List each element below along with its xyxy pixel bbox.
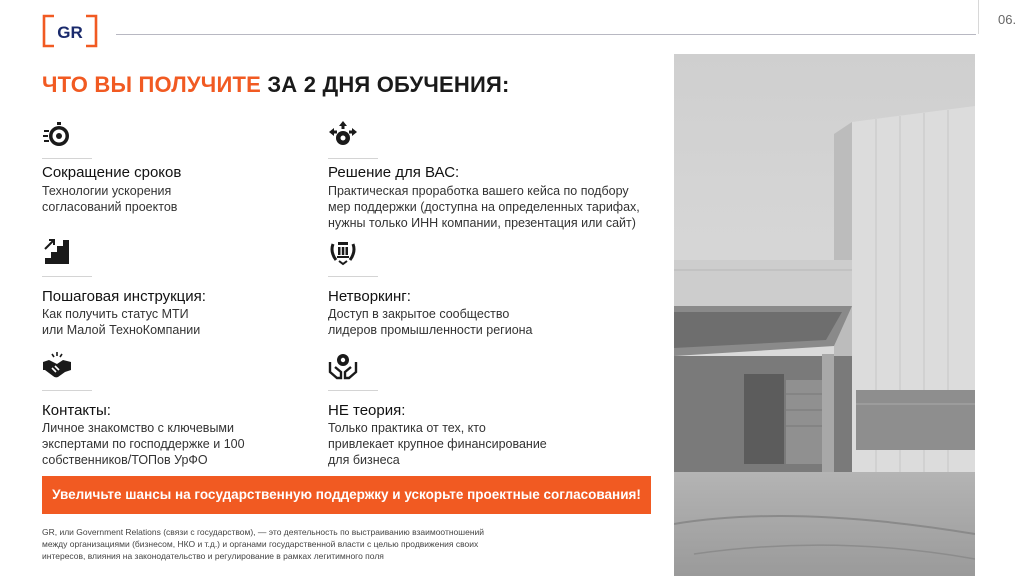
feature-divider [328,276,378,277]
handshake-icon [42,350,72,380]
logo-text: GR [57,23,83,42]
feature-contacts [42,350,362,467]
feature-description: Как получить статус МТИ или Малой ТехноКомпании [42,307,201,337]
feature-title: Сокращение сроков [42,164,182,181]
feature-instruction [42,236,362,337]
feature-description: Доступ в закрытое сообщество лидеров промышленности региона [328,307,533,337]
feature-description: Практическая проработка вашего кейса по подбору мер поддержки (доступна на определенных тарифах, нужны только ИНН компании, презентация или сайт) [328,184,640,230]
feature-title: Контакты: [42,402,111,419]
feature-title: НЕ теория: [328,402,406,419]
cta-banner: Увеличьте шансы на государственную поддержку и ускорьте проектные согласования! [42,476,651,514]
building-photo [674,54,975,576]
feature-description: Технологии ускорения согласований проектов [42,184,178,214]
title-accent: ЧТО ВЫ ПОЛУЧИТЕ [42,72,261,97]
footnote: GR, или Government Relations (связи с государством), — это деятельность по выстраиванию взаимоотношений между организациями (бизнесом, НКО и т.д.) и органами государственной власти с целью продвижения своих интересов, влияния на законодательство и регулирование в рамках легитимного поля [42,527,485,561]
feature-divider [328,390,378,391]
feature-deadlines [42,120,362,214]
stairs-icon [42,236,72,266]
feature-description: Только практика от тех, кто привлекает крупное финансирование для бизнеса [328,421,547,467]
feature-solution [328,120,648,230]
page-number-separator [978,0,979,34]
feature-divider [42,276,92,277]
feature-title: Решение для ВАС: [328,164,460,181]
feature-networking [328,236,648,337]
header-divider [116,34,976,35]
feature-title: Пошаговая инструкция: [42,288,206,305]
laurel-building-icon [328,236,358,266]
feature-divider [42,158,92,159]
feature-divider [328,158,378,159]
stopwatch-icon [42,120,72,150]
page-number: 06. [998,12,1017,27]
feature-title: Нетворкинг: [328,288,411,305]
feature-divider [42,390,92,391]
feature-practice [328,350,648,467]
gr-logo [42,12,98,50]
hands-gear-icon [328,350,358,380]
title-rest: ЗА 2 ДНЯ ОБУЧЕНИЯ: [267,72,510,97]
feature-description: Личное знакомство с ключевыми экспертами по господдержке и 100 собственников/ТОПов УрФО [42,421,245,467]
page-title [42,72,510,98]
gear-arrows-icon [328,120,358,150]
